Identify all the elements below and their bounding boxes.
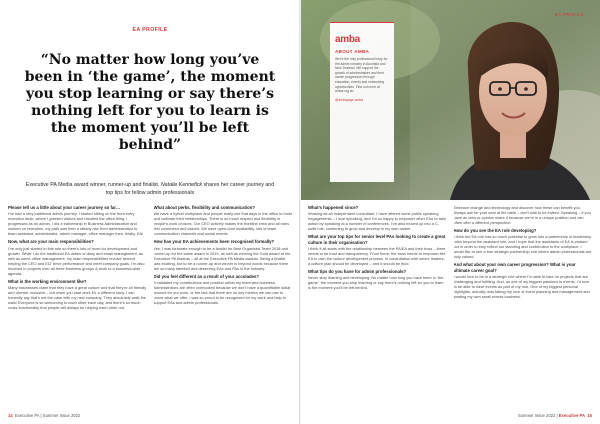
page-footer bbox=[8, 413, 80, 418]
question: How do you see the EA role developing? bbox=[453, 228, 537, 233]
answer: I think it all starts with the relationship between the PA/EA and their boss – there needs to be trust and transparency. From there, the boss needs to empower the EA to own the culture development process. In consultation with senior leaders, a culture plan should be developed – and it should be fluid. bbox=[308, 245, 446, 266]
amba-handle: @ambapage.amba bbox=[335, 97, 364, 102]
answer: I think the EA role has so much potential to grow into a partnership of leadership roles beyond the assistant role, and I hope that the assistants of EA is phased out in order to truly reflect our standing and contribution to the workplace. I would like to see a true strategic partnership role where admin professionals are truly valued. bbox=[453, 234, 592, 260]
question: What are your top tips for senior level PAs looking to create a great culture in their organisation? bbox=[308, 234, 446, 245]
question: What’s happened since? bbox=[308, 205, 359, 210]
footer-issue: | Summer Issue 2022 bbox=[39, 413, 81, 418]
amba-description: We're the only professional body for the admin industry in Australia and New Zealand. We support the growth of administrators and their career progression through education, events and networking opportunities. Find out more at amba.org.au bbox=[335, 57, 388, 94]
question: Please tell us a little about your career journey so far… bbox=[8, 205, 121, 210]
intro-text bbox=[24, 182, 276, 197]
answer: I’ve had a very traditional admin journey. I started sitting on the front entry reception desk, where I greeted visitors and handled the office filing. I progressed as an admin, I did a traineeship in Business Administration and worked on reception, my path was then a steady rise from administration to team assistant, administrator, admin manager, office manager then, finally, EA! bbox=[8, 211, 144, 237]
question: And what about your own career progression? What is your ultimate career goal? bbox=[453, 262, 576, 273]
amba-sidebar bbox=[330, 22, 394, 182]
question: What tips do you have for admin professionals? bbox=[308, 268, 407, 274]
amba-logo: amba bbox=[335, 34, 360, 45]
footer-issue: Summer Issue 2022 | bbox=[517, 413, 559, 418]
question: How has your EA achievements been recognised formally? bbox=[153, 239, 275, 245]
intro-before: Executive PA Media award winner, runner-up and finalist, bbox=[25, 182, 161, 188]
answer: It validated my contributions and position within my team and business. Administrators are often overlooked because we don’t have a quantifiable dollar amount for our work, or the fact that there are no key metrics we can use to prove what we offer. I was so proud to be recognised for my work and help to support EAs and admin professionals. bbox=[153, 279, 291, 305]
amba-heading: ABOUT AMBA bbox=[335, 49, 370, 54]
answer: Yes, I was fortunate enough to be a finalist for Best Organised Team 2018 and runner-up for the same award in 2019, as well as winning the Gold award at the Executive PA Awards – all at the Executive PA Media awards. Being a finalist was exciting, but to be a runner-up and winner is beyond words because there are so many talented and deserving EAs and PAs in the industry. bbox=[153, 245, 291, 271]
text-column bbox=[154, 205, 293, 410]
intro-name: Natalie Kennefick bbox=[160, 182, 203, 188]
answer: Many businesses claim that they have a great culture and that they’re all friendly and diverse, inclusive – but when you start work it’s a different story. I can honestly say that’s not the case with my new company. They absolutely walk the walk! Everyone is so welcoming to each other each day, and there’s so much cross-functionality that people will always be helping each other out. bbox=[8, 284, 147, 310]
right-page bbox=[300, 0, 600, 424]
answer: Never stop learning and developing. No matter how long you have been in ‘the game’, the moment you stop learning or say there’s nothing left for you to learn is the moment you’ll be left behind. bbox=[308, 275, 444, 291]
section-label: EA PROFILE bbox=[132, 27, 168, 33]
text-column bbox=[308, 205, 447, 410]
intro-after: shares her career journey and top tips for fellow admin professionals bbox=[105, 182, 275, 196]
portrait-photo bbox=[300, 0, 600, 200]
answer: I would love to be in a strategic role where I’m able to take on projects that are challenging and fulfilling. And, as one of my biggest passions is events, I’d love to be able to have events as part of my role. One of my biggest personal highlights, actually, was taking my love of event planning and management and starting my own small events business. bbox=[453, 273, 590, 299]
text-column bbox=[8, 205, 147, 410]
page-number: 15 bbox=[587, 413, 592, 418]
answer: We have a hybrid workplace and people really use that days in the office to build and cultivate their relationships. There is so much respect and flexibility in people’s work choices. Our CEO actively makes the frontline crew and all roles feel connected and valued. We have open-door availability, lots of team communication channels and social events. bbox=[153, 211, 292, 237]
page-number: 14 bbox=[8, 413, 13, 418]
pull-quote: “No matter how long you’ve been in ‘the game’, the moment you stop learning or say there’s nothing left for you to learn is the moment you’ll be left behind” bbox=[24, 52, 276, 153]
answer: Working as an independent consultant, I have offered some public speaking engagements – I love speaking, and I’m so happy to empower other EAs to take action by speaking at a number of conferences. I’ve also moved up into a C-suite role, continuing to grow and develop in my own career. bbox=[308, 211, 446, 232]
text-column bbox=[454, 205, 593, 410]
footer-brand: Executive PA bbox=[15, 413, 40, 418]
page-gutter bbox=[299, 0, 301, 424]
page-footer-right bbox=[518, 413, 592, 418]
question: What about perks, flexibility and communication? bbox=[153, 205, 255, 210]
section-label-right: EA PROFILE bbox=[554, 12, 584, 17]
answer: I’ve only just started in this role so there’s lots of room for development and growth. While I do the traditional EA duties of diary and email management, as well as some office management, my main responsibilities revolve around helping the CEO and ELT drive performance and meet company goals. I’m also involved in projects over all three business groups & work to a business-wide agenda. bbox=[8, 245, 145, 276]
question: What is the working environment like? bbox=[8, 278, 87, 284]
question: Now, what are your main responsibilities? bbox=[8, 239, 94, 245]
right-columns bbox=[308, 205, 592, 410]
footer-brand: Executive PA bbox=[558, 413, 585, 418]
question: Did you feel different as a result of your accolades? bbox=[153, 273, 260, 279]
answer: Embrace change and technology and discover how these can benefit you. Always ask for your seat at the table – don’t wait to be invited. Speaking – if you have an idea or opinion share it because we’re in a unique position and can often offer a different perspective. bbox=[453, 205, 591, 225]
left-columns bbox=[8, 205, 292, 410]
